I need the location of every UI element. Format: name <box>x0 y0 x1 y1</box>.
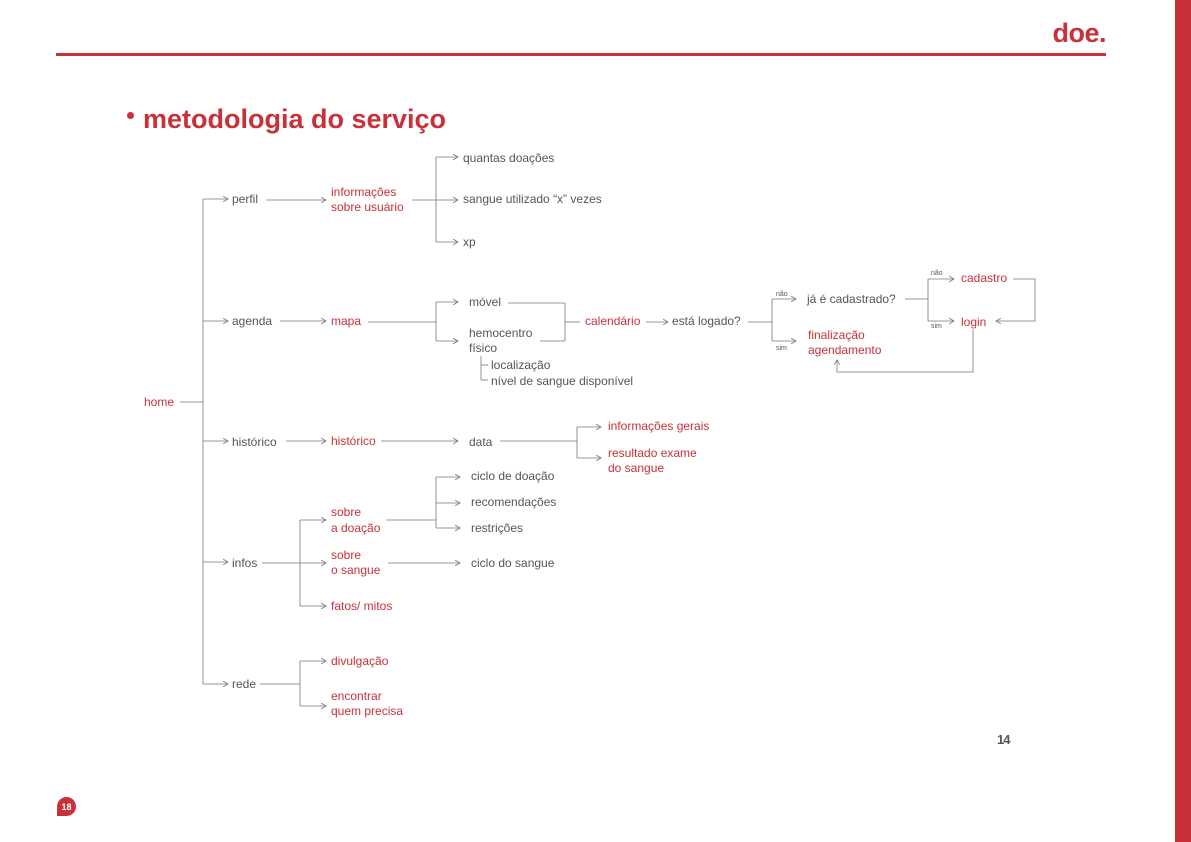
label-nao-1: não <box>776 291 788 298</box>
node-ciclo-sangue: ciclo do sangue <box>471 556 555 570</box>
node-sobre-sangue-line1: sobre <box>331 548 362 562</box>
node-fatos-mitos: fatos/ mitos <box>331 599 393 613</box>
node-infos: infos <box>232 556 258 570</box>
node-sobre-doacao-line2: a doação <box>331 521 381 535</box>
label-sim-2: sim <box>931 323 942 330</box>
node-hemocentro-line1: hemocentro <box>469 326 533 340</box>
logo: doe. <box>1052 18 1106 48</box>
node-perfil: perfil <box>232 192 259 206</box>
node-cadastro: cadastro <box>961 271 1008 285</box>
node-info-usuario-line2: sobre usuário <box>331 200 404 214</box>
node-info-gerais: informações gerais <box>608 419 710 433</box>
node-agenda: agenda <box>232 314 273 328</box>
node-finalizacao-line2: agendamento <box>808 343 882 357</box>
node-finalizacao-line1: finalização <box>808 328 865 342</box>
node-rede: rede <box>232 677 257 691</box>
node-hemocentro-line2: físico <box>469 341 498 355</box>
node-mapa: mapa <box>331 314 362 328</box>
label-sim-1: sim <box>776 345 787 352</box>
label-nao-2: não <box>931 270 943 277</box>
node-historico: histórico <box>232 435 277 449</box>
node-ciclo-doacao: ciclo de doação <box>471 469 555 483</box>
node-login: login <box>961 315 987 329</box>
node-info-usuario-line1: informações <box>331 185 397 199</box>
node-sobre-sangue-line2: o sangue <box>331 563 381 577</box>
node-divulgacao: divulgação <box>331 654 389 668</box>
node-restricoes: restrições <box>471 521 524 535</box>
node-quantas-doacoes: quantas doações <box>463 151 555 165</box>
page-number: 14 <box>997 732 1010 747</box>
node-esta-logado: está logado? <box>672 314 741 328</box>
node-sobre-doacao-line1: sobre <box>331 505 362 519</box>
node-localizacao: localização <box>491 358 551 372</box>
node-encontrar-line2: quem precisa <box>331 704 404 718</box>
node-sangue-utilizado: sangue utilizado “x” vezes <box>463 192 602 206</box>
node-calendario: calendário <box>585 314 641 328</box>
node-resultado-line1: resultado exame <box>608 446 697 460</box>
node-ja-cadastrado: já é cadastrado? <box>807 292 896 306</box>
node-home: home <box>144 395 175 409</box>
node-historico-detail: histórico <box>331 434 376 448</box>
node-movel: móvel <box>469 295 502 309</box>
node-resultado-line2: do sangue <box>608 461 665 475</box>
node-encontrar-line1: encontrar <box>331 689 382 703</box>
node-xp: xp <box>463 235 476 249</box>
page-badge: 18 <box>57 797 76 816</box>
node-recomendacoes: recomendações <box>471 495 557 509</box>
page-title: metodologia do serviço <box>143 104 447 134</box>
node-nivel-sangue: nível de sangue disponível <box>491 374 634 388</box>
node-data: data <box>469 435 493 449</box>
